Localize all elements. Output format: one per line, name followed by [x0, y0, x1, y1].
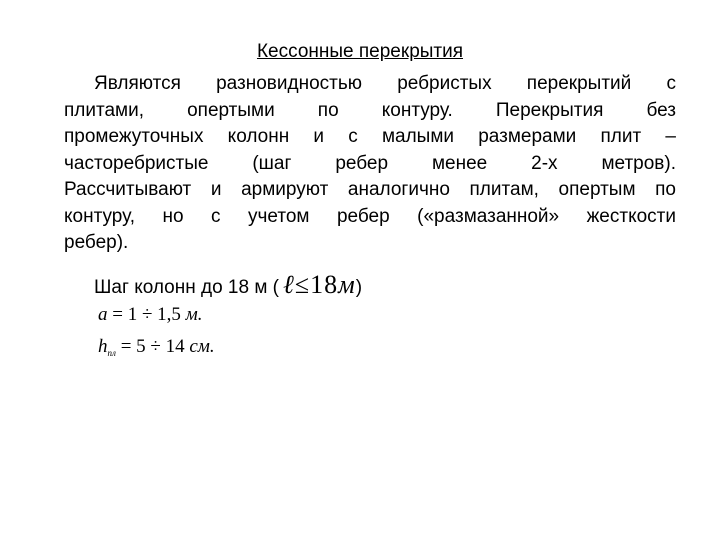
span-operator: ≤ [294, 270, 311, 299]
rib-spacing-unit: м. [185, 304, 203, 325]
column-step-line [94, 272, 362, 301]
slab-thickness-variable: h [98, 336, 108, 357]
paragraph-line: контуру, но с учетом ребер («размазанной» жесткости [64, 205, 676, 227]
slab-thickness-formula [98, 336, 215, 358]
span-variable: ℓ [283, 270, 295, 299]
rib-spacing-variable: a [98, 304, 108, 325]
column-step-close: ) [355, 277, 363, 298]
span-unit: м [338, 270, 356, 299]
paragraph-line: промежуточных колонн и с малыми размерами плит – [64, 126, 676, 147]
paragraph-line: часторебристые (шаг ребер менее 2-х метров). [64, 152, 676, 174]
slab-thickness-range: = 5 ÷ 14 [115, 336, 190, 357]
slab-thickness-unit: см. [189, 336, 215, 357]
slide-title: Кессонные перекрытия [256, 41, 464, 62]
span-formula [283, 272, 356, 298]
rib-spacing-formula [98, 304, 203, 326]
rib-spacing-range: = 1 ÷ 1,5 [107, 304, 186, 325]
paragraph-line: Рассчитывают и армируют аналогично плитам, опертым по [64, 179, 676, 200]
span-value: 18 [310, 270, 339, 299]
slab-thickness-subscript: пл [107, 348, 116, 358]
paragraph-line: ребер). [64, 232, 129, 253]
paragraph-line: плитами, опертыми по контуру. Перекрытия без [64, 99, 676, 121]
column-step-text: Шаг колонн до 18 м ( [94, 277, 280, 298]
body-paragraph [64, 71, 676, 257]
paragraph-line: Являются разновидностью ребристых перекрытий с [94, 73, 676, 94]
